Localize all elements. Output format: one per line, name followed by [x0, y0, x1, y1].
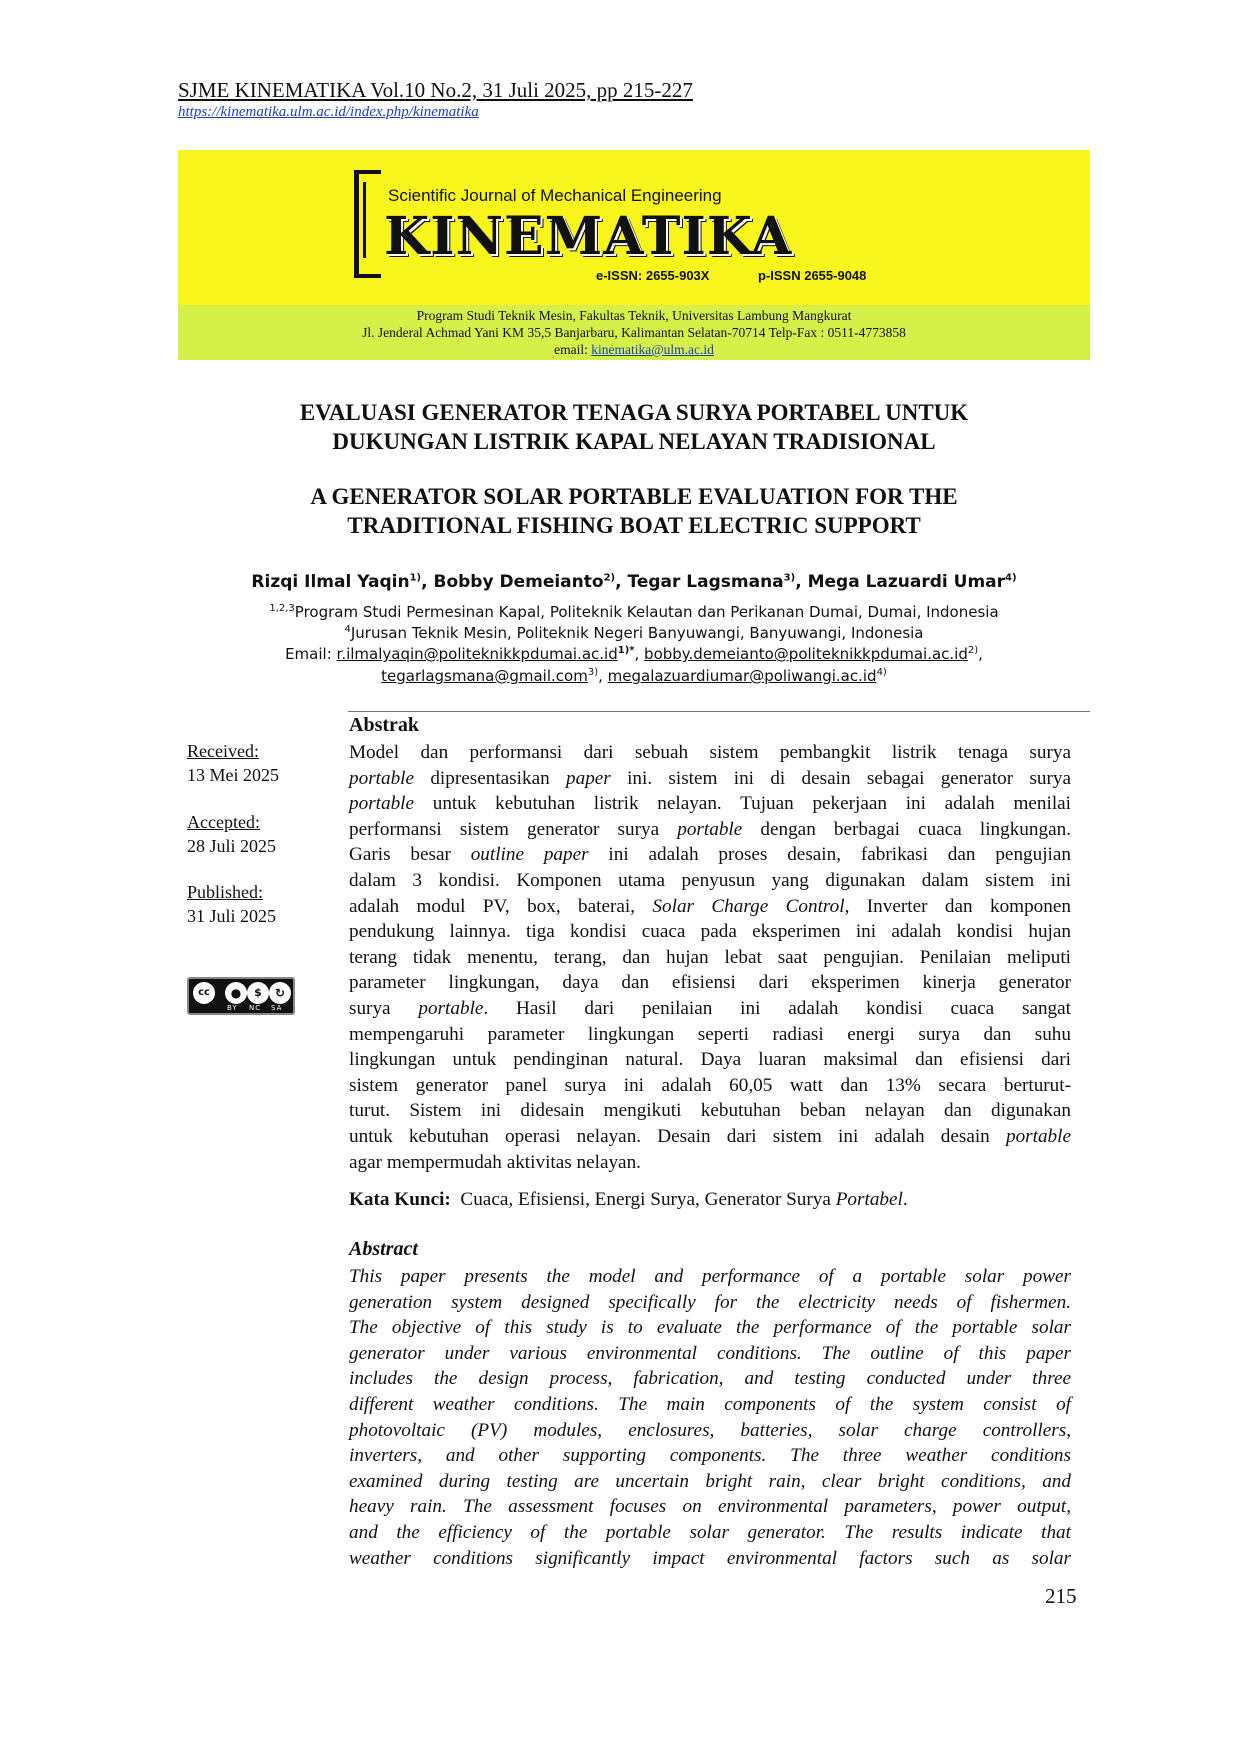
abstract-line: mempengaruhi parameter lingkungan seperti radiasi energi surya dan suhu: [349, 1023, 1071, 1045]
email-link[interactable]: megalazuardiumar@poliwangi.ac.id: [607, 667, 877, 685]
author-list: Rizqi Ilmal Yaqin$^{1)}$, Bobby Demeianto$^{2)}$, Tegar Lagsmana$^{3)}$, Mega Lazuardi Umar$^{4)}$: [251, 572, 1017, 592]
abstract-line: surya portable. Hasil dari penilaian ini adalah kondisi cuaca sangat: [349, 997, 1071, 1019]
sa-label: SA: [271, 1004, 283, 1012]
e-issn: e-ISSN: 2655-903X: [596, 268, 710, 283]
abstract-body: [349, 1264, 1071, 1571]
abstract-line: generator under various environmental conditions. The outline of this paper: [349, 1342, 1071, 1364]
journal-url-link[interactable]: https://kinematika.ulm.ac.id/index.php/kinematika: [178, 104, 479, 120]
email-link[interactable]: r.ilmalyaqin@politeknikkpdumai.ac.id: [336, 645, 618, 663]
published-label: Published:: [187, 882, 264, 902]
title-indonesian: [178, 398, 1090, 456]
abstract-line: agar mempermudah aktivitas nelayan.: [349, 1151, 641, 1173]
title-english: [178, 482, 1090, 540]
title-id-line: DUKUNGAN LISTRIK KAPAL NELAYAN TRADISIONAL: [332, 429, 936, 454]
author-name: Bobby Demeianto: [433, 572, 604, 592]
abstract-line: weather conditions significantly impact environmental factors such as solar: [349, 1547, 1071, 1569]
abstract-line: dalam 3 kondisi. Komponen utama penyusun yang digunakan dalam sistem ini: [349, 869, 1071, 891]
logo-bracket-inner-icon: [363, 182, 378, 258]
affiliation-text: Program Studi Permesinan Kapal, Politeknik Kelautan dan Perikanan Dumai, Dumai, Indonesia: [294, 603, 999, 621]
abstract-line: The objective of this study is to evaluate the performance of the portable solar: [349, 1317, 1071, 1339]
banner-email-line: [178, 342, 1090, 358]
affiliation-mark: 4: [344, 624, 351, 635]
author-mark: 1): [409, 572, 422, 584]
email-mark: 1)*: [617, 645, 635, 656]
abstract-line: adalah modul PV, box, baterai, Solar Charge Control, Inverter dan komponen: [349, 895, 1071, 917]
abstract-line: portable untuk kebutuhan listrik nelayan. Tujuan pekerjaan ini adalah menilai: [349, 793, 1071, 815]
nc-dollar-icon: $: [247, 982, 269, 1004]
abstract-line: portable dipresentasikan paper ini. sistem ini di desain sebagai generator surya: [349, 767, 1072, 789]
abstract-line: untuk kebutuhan operasi nelayan. Desain dari sistem ini adalah desain portable: [349, 1125, 1071, 1147]
abstract-line: and the efficiency of the portable solar generator. The results indicate that: [349, 1521, 1071, 1543]
by-person-icon: ●: [225, 982, 247, 1004]
sa-share-icon: ↻: [269, 982, 291, 1004]
author-mark: 2): [603, 572, 616, 584]
abstract-line: heavy rain. The assessment focuses on environmental parameters, power output,: [349, 1496, 1071, 1518]
email-link[interactable]: bobby.demeianto@politeknikkpdumai.ac.id: [644, 645, 968, 663]
title-en-line: TRADITIONAL FISHING BOAT ELECTRIC SUPPORT: [347, 513, 921, 538]
received-date: 13 Mei 2025: [187, 765, 279, 785]
abstract-line: pendukung lainnya. tiga kondisi cuaca pada eksperimen ini adalah kondisi hujan: [349, 921, 1071, 943]
abstract-line: turut. Sistem ini didesain mengikuti kebutuhan beban nelayan dan digunakan: [349, 1100, 1071, 1122]
email-mark: 2): [967, 645, 979, 656]
email-mark: 3): [587, 667, 599, 678]
accepted-label: Accepted:: [187, 812, 260, 832]
abstract-line: Model dan performansi dari sebuah sistem pembangkit listrik tenaga surya: [349, 742, 1071, 763]
banner-subtitle: Scientific Journal of Mechanical Engineering: [388, 186, 722, 205]
journal-citation: SJME KINEMATIKA Vol.10 No.2, 31 Juli 2025, pp 215-227: [178, 78, 693, 102]
abstract-line: parameter lingkungan, daya dan efisiensi dari eksperimen kinerja generator: [349, 972, 1071, 994]
accepted-block: [187, 810, 276, 858]
abstrak-heading: Abstrak: [349, 714, 420, 736]
journal-banner: [178, 150, 1090, 360]
abstract-line: performansi sistem generator surya portable dengan berbagai cuaca lingkungan.: [349, 818, 1071, 840]
banner-program: Program Studi Teknik Mesin, Fakultas Teknik, Universitas Lambung Mangkurat: [416, 308, 852, 323]
banner-email-link[interactable]: kinematika@ulm.ac.id: [591, 342, 714, 357]
cc-icon: cc: [193, 982, 215, 1004]
received-block: [187, 739, 279, 787]
abstract-line: photovoltaic (PV) modules, enclosures, batteries, solar charge controllers,: [349, 1419, 1071, 1441]
abstract-line: terang tidak menentu, terang, dan hujan lebat saat pengujian. Penilaian meliputi: [349, 946, 1071, 968]
by-label: BY: [227, 1004, 238, 1012]
keywords-line: [349, 1187, 1071, 1213]
abstract-line: This paper presents the model and performance of a portable solar power: [349, 1266, 1071, 1287]
abstract-line: includes the design process, fabrication, and testing conducted under three: [349, 1368, 1071, 1390]
email-line-1: Email: $r.ilmalyaqin@politeknikkpdumai.ac.id^{1)*}$, $bobby.demeianto@politeknikkpdumai.ac.id^{2)}$,: [285, 645, 983, 663]
published-date: 31 Juli 2025: [187, 906, 277, 926]
banner-address: Jl. Jenderal Achmad Yani KM 35,5 Banjarbaru, Kalimantan Selatan-70714 Telp-Fax : 0511-4773858: [362, 325, 906, 340]
banner-email-label: email:: [554, 342, 592, 357]
journal-logo-text: KINEMATIKA: [384, 206, 793, 267]
email-link[interactable]: tegarlagsmana@gmail.com: [381, 667, 588, 685]
affiliation-mark: 1,2,3: [269, 603, 295, 614]
email-line-2: tegarlagsmana@gmail.com$^{3)}$, $megalazuardiumar@poliwangi.ac.id^{4)}$: [381, 667, 887, 685]
title-en-line: A GENERATOR SOLAR PORTABLE EVALUATION FOR THE: [310, 484, 958, 509]
nc-label: NC: [249, 1004, 262, 1012]
abstract-line: examined during testing are uncertain bright rain, clear bright conditions, and: [349, 1470, 1071, 1492]
author-name: Rizqi Ilmal Yaqin: [251, 572, 410, 592]
abstract-line: different weather conditions. The main components of the system consist of: [349, 1393, 1071, 1415]
keywords-label: Kata Kunci:: [349, 1189, 451, 1210]
author-name: Tegar Lagsmana: [627, 572, 784, 592]
p-issn: p-ISSN 2655-9048: [758, 268, 867, 283]
abstrak-body: [349, 740, 1071, 1175]
author-name: Mega Lazuardi Umar: [807, 572, 1006, 592]
abstract-heading: Abstract: [349, 1238, 418, 1260]
email-label: Email:: [285, 645, 337, 663]
published-block: [187, 880, 276, 928]
cc-license-badge[interactable]: [187, 977, 295, 1015]
divider: [348, 711, 1090, 712]
affiliation-text: Jurusan Teknik Mesin, Politeknik Negeri Banyuwangi, Banyuwangi, Indonesia: [350, 624, 924, 642]
author-mark: 3): [783, 572, 796, 584]
page-number: 215: [1045, 1584, 1077, 1608]
author-mark: 4): [1005, 572, 1017, 584]
accepted-date: 28 Juli 2025: [187, 836, 277, 856]
abstract-line: generation system designed specifically for the electricity needs of fishermen.: [349, 1291, 1071, 1313]
received-label: Received:: [187, 741, 259, 761]
email-mark: 4): [876, 667, 887, 678]
keywords-text: Cuaca, Efisiensi, Energi Surya, Generator Surya Portabel.: [460, 1189, 908, 1210]
abstract-line: lingkungan untuk pendinginan natural. Daya luaran maksimal dan efisiensi dari: [349, 1049, 1071, 1071]
abstract-line: sistem generator panel surya ini adalah 60,05 watt dan 13% secara berturut-: [349, 1074, 1071, 1096]
abstract-line: Garis besar outline paper ini adalah proses desain, fabrikasi dan pengujian: [349, 844, 1071, 866]
title-id-line: EVALUASI GENERATOR TENAGA SURYA PORTABEL UNTUK: [299, 400, 969, 425]
abstract-line: inverters, and other supporting components. The three weather conditions: [349, 1445, 1071, 1467]
